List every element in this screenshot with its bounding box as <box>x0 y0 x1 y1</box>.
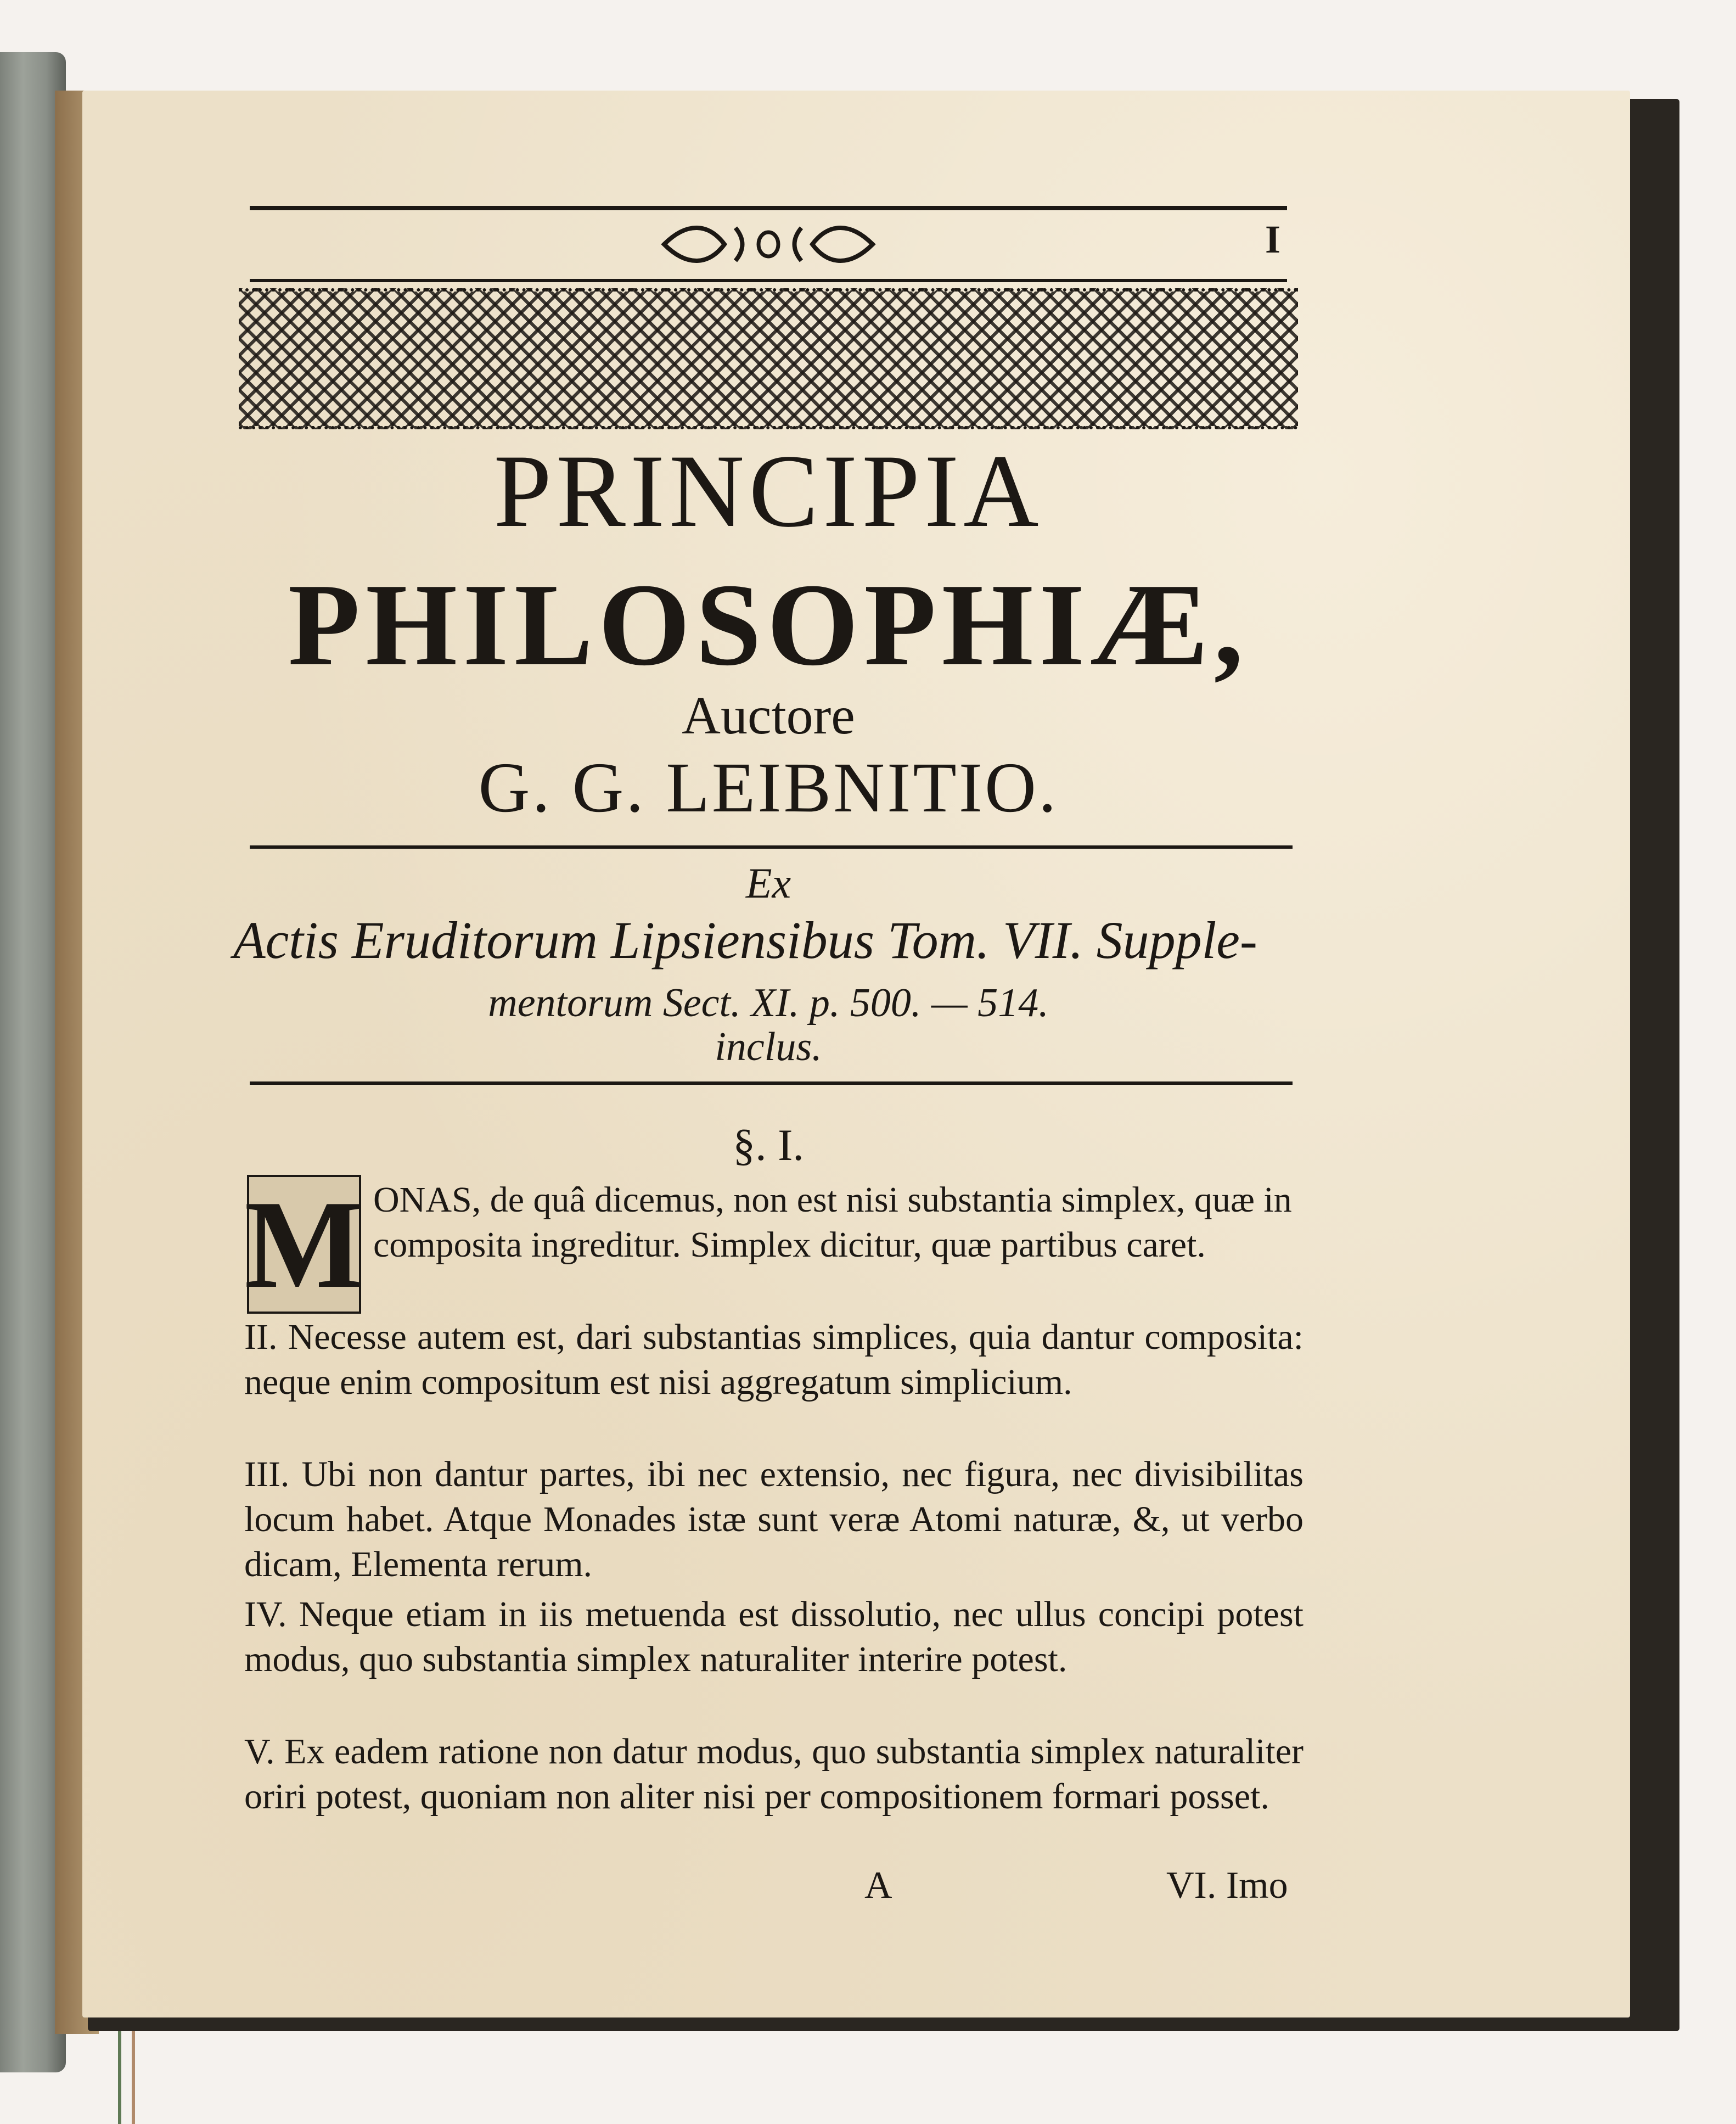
bookmark-thread <box>132 2031 135 2124</box>
paragraph-2: II. Necesse autem est, dari substantias simplices, quia dantur composita: neque enim compositum est nisi aggregatum simplicium. <box>244 1317 1304 1402</box>
drop-cap <box>244 1174 364 1314</box>
source-line-3: inclus. <box>715 1024 822 1069</box>
source-line-1: Actis Eruditorum Lipsiensibus Tom. VII. Supple- <box>233 911 1257 969</box>
author-name: G. G. LEIBNITIO. <box>478 748 1059 827</box>
bookmark-thread <box>118 2031 121 2124</box>
catchword: VI. Imo <box>1166 1864 1288 1907</box>
paragraph-1: ONAS, de quâ dicemus, non est nisi substantia simplex, quæ in composita ingreditur. Simplex dicitur, quæ partibus caret. <box>373 1180 1292 1265</box>
author-label: Auctore <box>682 686 855 746</box>
header-rule <box>250 206 1287 210</box>
signature-mark: A <box>864 1864 892 1907</box>
section-heading: §. I. <box>733 1120 804 1170</box>
page-number: I <box>1265 217 1281 261</box>
paragraph-3: III. Ubi non dantur partes, ibi nec extensio, nec figura, nec divisibilitas locum habet. Atque Monades istæ sunt veræ Atomi naturæ, &, ut verbo dicam, Elementa rerum. <box>244 1454 1304 1584</box>
source-line-2: mentorum Sect. XI. p. 500. — 514. <box>488 980 1049 1025</box>
header-ornament-icon <box>653 217 884 272</box>
header-rule-lower <box>250 279 1287 282</box>
source-ex: Ex <box>745 859 791 907</box>
title-rule <box>250 845 1293 849</box>
source-rule <box>250 1081 1293 1085</box>
drop-cap-letter: M <box>244 1174 364 1314</box>
ornamental-band <box>239 288 1298 429</box>
title-line-1: PRINCIPIA <box>493 434 1043 549</box>
paragraph-5: V. Ex eadem ratione non datur modus, quo substantia simplex naturaliter oriri potest, quoniam non aliter nisi per compositionem formari posset. <box>244 1731 1304 1817</box>
title-line-2: PHILOSOPHIÆ, <box>288 559 1249 690</box>
paragraph-4: IV. Neque etiam in iis metuenda est dissolutio, nec ullus concipi potest modus, quo substantia simplex naturaliter interire potest. <box>244 1594 1304 1679</box>
